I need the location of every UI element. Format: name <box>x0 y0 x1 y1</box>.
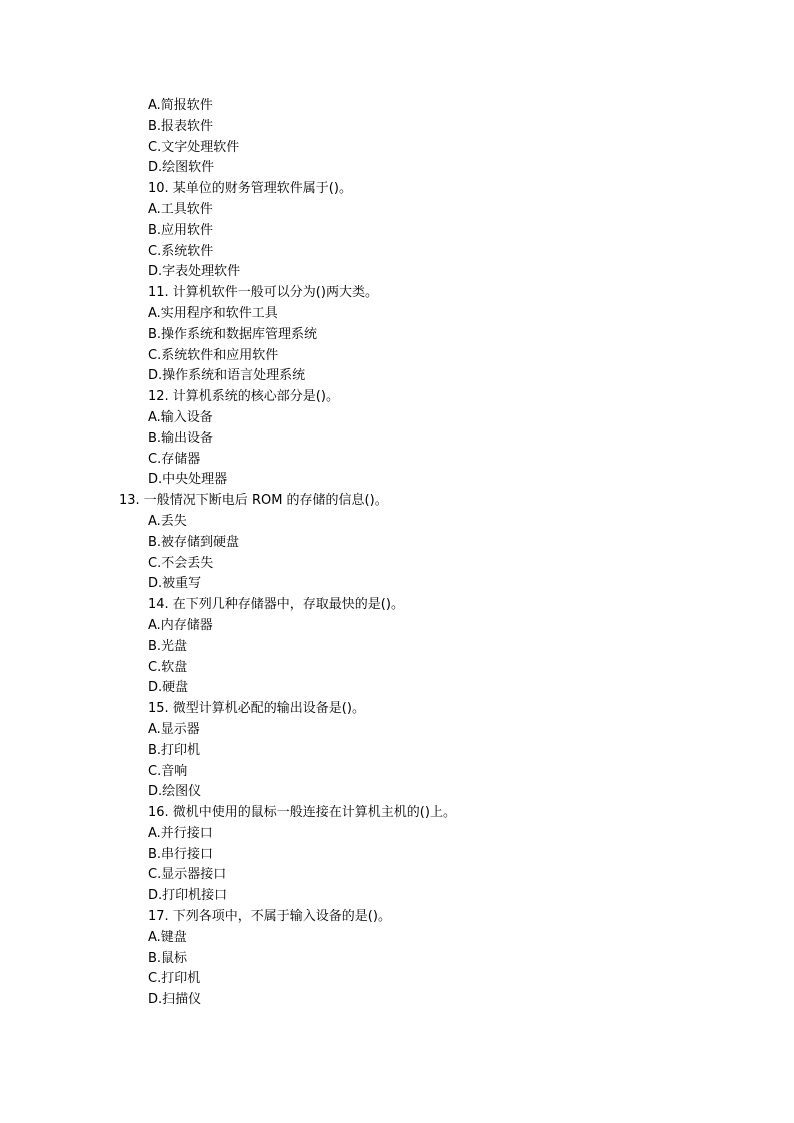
document-page <box>0 96 794 1011</box>
option-line: D.中央处理器 <box>148 472 228 488</box>
option-line: B.光盘 <box>148 638 188 654</box>
question-12: 12. 计算机系统的核心部分是()。 <box>148 389 339 405</box>
option-line: A.简报软件 <box>148 98 213 113</box>
option-line: C.软盘 <box>148 659 188 675</box>
option-line: C.系统软件和应用软件 <box>148 347 279 363</box>
option-line: B.打印机 <box>148 742 201 758</box>
option-line: B.报表软件 <box>148 118 214 134</box>
option-line: B.输出设备 <box>148 430 214 446</box>
option-line: A.工具软件 <box>148 201 213 217</box>
option-line: C.系统软件 <box>148 243 214 259</box>
option-line: B.操作系统和数据库管理系统 <box>148 326 318 342</box>
question-14: 14. 在下列几种存储器中，存取最快的是()。 <box>148 597 404 613</box>
option-line: C.打印机 <box>148 971 201 987</box>
option-line: B.被存储到硬盘 <box>148 534 240 550</box>
option-line: D.被重写 <box>148 576 202 592</box>
option-line: A.丢失 <box>148 513 187 529</box>
option-line: D.打印机接口 <box>148 888 228 904</box>
option-line: A.实用程序和软件工具 <box>148 305 278 321</box>
option-line: C.存储器 <box>148 451 201 467</box>
option-line: D.字表处理软件 <box>148 264 241 280</box>
option-line: A.显示器 <box>148 721 200 737</box>
option-line: B.鼠标 <box>148 950 188 966</box>
option-line: D.操作系统和语言处理系统 <box>148 368 306 384</box>
option-line: B.串行接口 <box>148 846 214 862</box>
question-15: 15. 微型计算机必配的输出设备是()。 <box>148 701 365 717</box>
option-line: D.扫描仪 <box>148 992 202 1008</box>
option-line: A.内存储器 <box>148 617 213 633</box>
question-16: 16. 微机中使用的鼠标一般连接在计算机主机的()上。 <box>148 805 456 821</box>
option-line: C.显示器接口 <box>148 867 227 883</box>
option-line: A.键盘 <box>148 929 187 945</box>
question-13: 13. 一般情况下断电后 ROM 的存储的信息()。 <box>119 493 388 509</box>
question-10: 10. 某单位的财务管理软件属于()。 <box>148 181 352 197</box>
option-line: C.不会丢失 <box>148 555 214 571</box>
option-line: C.音响 <box>148 763 188 779</box>
question-17: 17. 下列各项中，不属于输入设备的是()。 <box>148 909 391 925</box>
option-line: A.并行接口 <box>148 825 213 841</box>
option-line: D.硬盘 <box>148 680 189 696</box>
option-line: A.输入设备 <box>148 409 213 425</box>
question-11: 11. 计算机软件一般可以分为()两大类。 <box>148 285 378 301</box>
option-line: D.绘图软件 <box>148 160 215 176</box>
option-line: C.文字处理软件 <box>148 139 240 155</box>
option-line: B.应用软件 <box>148 222 214 238</box>
option-line: D.绘图仪 <box>148 784 202 800</box>
